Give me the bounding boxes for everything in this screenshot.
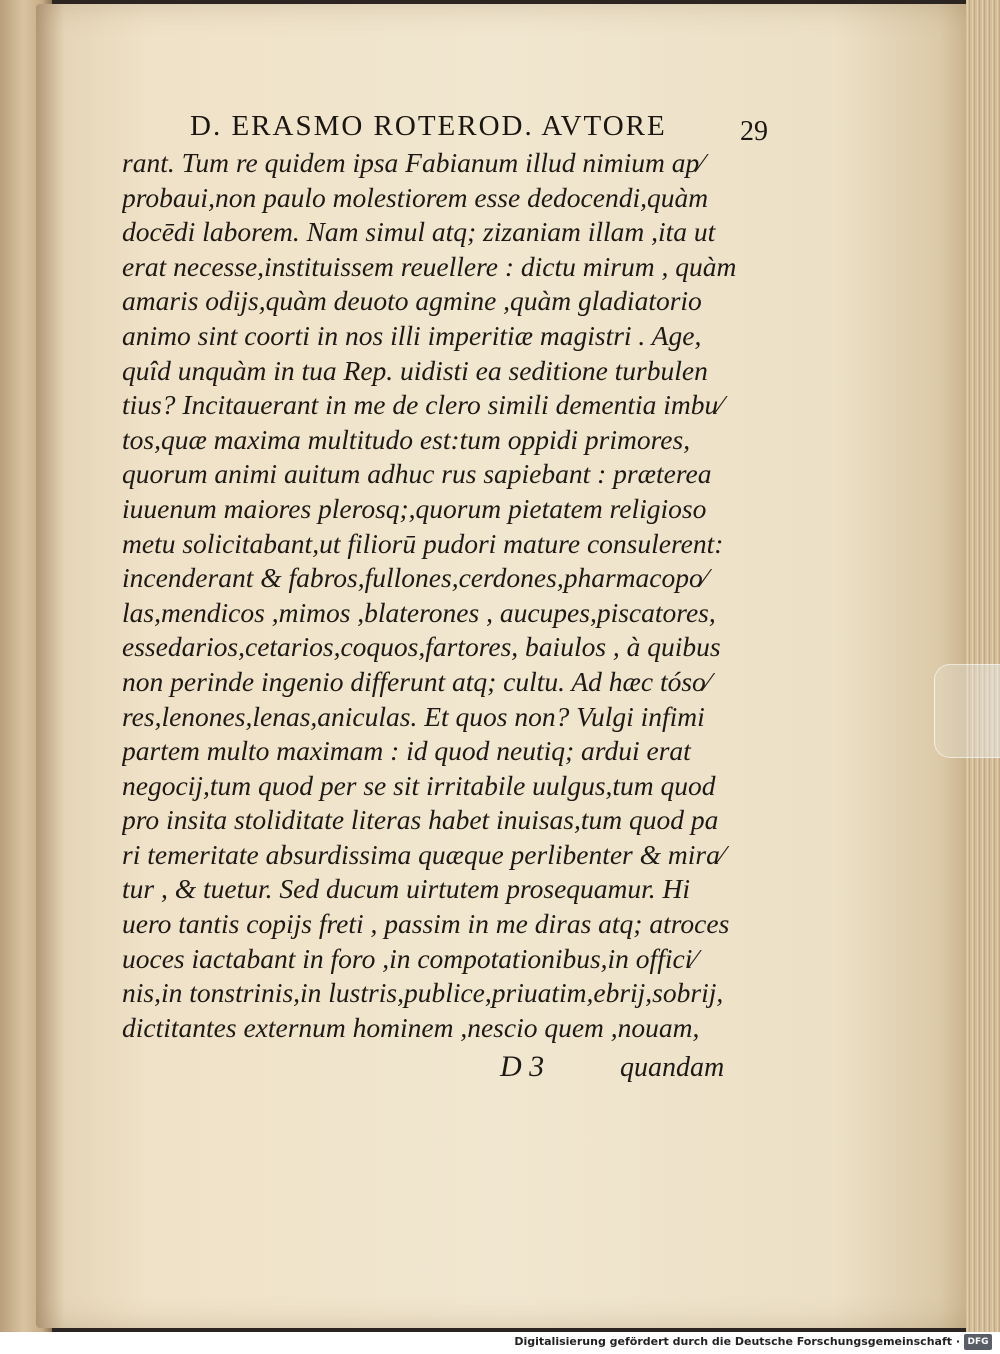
signature-mark: D 3 xyxy=(500,1050,545,1083)
text-line: docēdi laborem. Nam simul atq; zizaniam illam ,ita ut xyxy=(122,216,716,248)
dfg-logo: DFG xyxy=(964,1334,992,1350)
text-line: nis,in tonstrinis,in lustris,publice,priuatim,ebrij,sobrij, xyxy=(122,977,724,1009)
running-head: D. ERASMO ROTEROD. AVTORE xyxy=(190,110,667,142)
bookmark-tab xyxy=(934,664,1000,758)
text-line: negocij,tum quod per se sit irritabile uulgus,tum quod xyxy=(122,769,716,801)
catchword: quandam xyxy=(620,1052,725,1083)
text-line: non perinde ingenio differunt atq; cultu. Ad hæc tóso⁄ xyxy=(122,665,711,697)
text-line: uoces iactabant in foro ,in compotationibus,in offici⁄ xyxy=(122,942,697,974)
text-line: uero tantis copijs freti , passim in me diras atq; atroces xyxy=(122,908,730,940)
text-line: amaris odijs,quàm deuoto agmine ,quàm gladiatorio xyxy=(122,285,702,317)
text-line: probaui,non paulo molestiorem esse dedocendi,quàm xyxy=(122,181,709,213)
text-line: dictitantes externum hominem ,nescio quem ,nouam, xyxy=(122,1011,700,1043)
text-line: partem multo maximam : id quod neutiq; ardui erat xyxy=(122,735,691,767)
body-text xyxy=(122,146,772,1058)
text-line: incenderant & fabros,fullones,cerdones,pharmacopo⁄ xyxy=(122,562,708,594)
text-line: erat necesse,instituissem reuellere : dictu mirum , quàm xyxy=(122,250,737,282)
text-line: essedarios,cetarios,coquos,fartores, baiulos , à quibus xyxy=(122,631,721,663)
text-line: tius? Incitauerant in me de clero simili dementia imbu⁄ xyxy=(122,389,723,421)
text-line: quorum animi auitum adhuc rus sapiebant : præterea xyxy=(122,458,712,490)
text-line: metu solicitabant,ut filiorū pudori mature consulerent: xyxy=(122,527,724,559)
footer-bar xyxy=(0,1332,1000,1354)
text-line: ri temeritate absurdissima quæque perlibenter & mira⁄ xyxy=(122,838,725,870)
text-line: tur , & tuetur. Sed ducum uirtutem prosequamur. Hi xyxy=(122,873,691,905)
funding-credit: Digitalisierung gefördert durch die Deutsche Forschungsgemeinschaft · xyxy=(514,1335,960,1348)
page-number: 29 xyxy=(740,116,768,147)
text-line: rant. Tum re quidem ipsa Fabianum illud nimium ap⁄ xyxy=(122,147,704,178)
text-line: pro insita stoliditate literas habet inuisas,tum quod pa xyxy=(122,804,719,836)
text-line: tos,quæ maxima multitudo est:tum oppidi primores, xyxy=(122,423,691,455)
text-line: las,mendicos ,mimos ,blaterones , aucupes,piscatores, xyxy=(122,596,716,628)
text-line: iuuenum maiores plerosq;,quorum pietatem religioso xyxy=(122,492,707,524)
text-line: res,lenones,lenas,aniculas. Et quos non? Vulgi infimi xyxy=(122,700,705,732)
text-line: animo sint coorti in nos illi imperitiæ magistri . Age, xyxy=(122,319,702,351)
text-line: quîd unquàm in tua Rep. uidisti ea seditione turbulen xyxy=(122,354,708,386)
